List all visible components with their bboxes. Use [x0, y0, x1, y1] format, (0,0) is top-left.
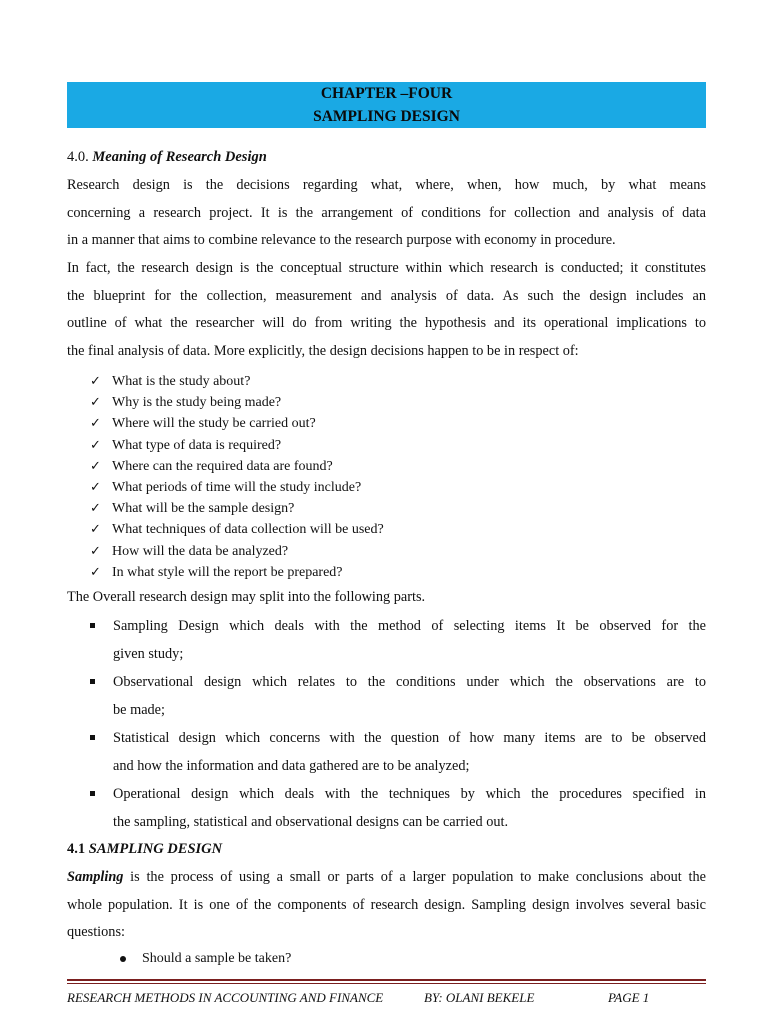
- sampling-term: Sampling: [67, 869, 124, 885]
- list-item-text: What type of data is required?: [112, 437, 282, 453]
- checkmark-icon: ✓: [90, 501, 101, 517]
- list-item: [90, 392, 384, 413]
- list-item-line: be made;: [113, 702, 166, 718]
- footer-page-number: PAGE 1: [608, 990, 650, 1005]
- list-item: [90, 371, 384, 392]
- list-item-text: What is the study about?: [112, 374, 251, 389]
- footer-author: BY: OLANI BEKELE: [424, 990, 535, 1005]
- list-item: [90, 413, 384, 434]
- parts-intro: The Overall research design may split into the following parts.: [67, 589, 426, 605]
- list-item: [90, 541, 384, 562]
- list-item: [90, 519, 384, 540]
- list-item-text: Why is the study being made?: [112, 395, 282, 411]
- paragraph-line: the final analysis of data. More explicitly, the design decisions happen to be in respect of:: [67, 342, 579, 359]
- checkmark-icon: ✓: [90, 374, 101, 389]
- list-item: [90, 498, 384, 519]
- paragraph-line: Research design is the decisions regarding what, where, when, how much, by what means: [67, 177, 706, 193]
- section-title: Meaning of Research Design: [92, 149, 267, 165]
- round-bullet-icon: [120, 956, 126, 962]
- footer-course: RESEARCH METHODS IN ACCOUNTING AND FINANCE: [67, 990, 384, 1005]
- list-item-text: Should a sample be taken?: [142, 951, 292, 966]
- checkmark-icon: ✓: [90, 564, 101, 580]
- page-footer: [67, 988, 706, 1008]
- paragraph-sampling: [67, 864, 706, 919]
- list-item: [87, 668, 706, 724]
- paragraph-line: In fact, the research design is the conceptual structure within which research is conducted; it constitutes: [67, 260, 706, 276]
- design-questions-checklist: [90, 371, 384, 583]
- checkmark-icon: ✓: [90, 437, 101, 453]
- chapter-banner: [67, 82, 706, 128]
- checkmark-icon: ✓: [90, 416, 101, 432]
- square-bullet-icon: [90, 735, 95, 740]
- list-item-text: What techniques of data collection will be used?: [112, 522, 384, 538]
- section-heading-4-0: [67, 147, 706, 167]
- paragraph-line: in a manner that aims to combine relevance to the research purpose with economy in procedure.: [67, 232, 616, 248]
- footer-divider: [67, 983, 706, 984]
- paragraph-line: the blueprint for the collection, measurement and analysis of data. As such the design includes an: [67, 287, 706, 304]
- list-item-text: Where can the required data are found?: [112, 458, 333, 474]
- list-item-text: Where will the study be carried out?: [112, 416, 316, 432]
- checkmark-icon: ✓: [90, 479, 101, 495]
- section-number: 4.1: [67, 841, 89, 857]
- paragraph-line: concerning a research project. It is the arrangement of conditions for collection and analysis of data: [67, 204, 706, 221]
- square-bullet-icon: [90, 791, 95, 796]
- list-item: [118, 948, 291, 970]
- checkmark-icon: ✓: [90, 395, 101, 411]
- list-item-line: Sampling Design which deals with the method of selecting items It be observed for the: [113, 618, 706, 634]
- list-item: [87, 780, 706, 836]
- list-item: [90, 562, 384, 583]
- list-item-line: the sampling, statistical and observational designs can be carried out.: [113, 814, 509, 830]
- list-item-text: How will the data be analyzed?: [112, 543, 289, 559]
- section-heading-4-1: [67, 839, 706, 859]
- checkmark-icon: ✓: [90, 522, 101, 538]
- list-item: [90, 456, 384, 477]
- chapter-number: CHAPTER –FOUR: [320, 85, 453, 102]
- list-item-text: What will be the sample design?: [112, 501, 295, 517]
- section-number: 4.0.: [67, 149, 93, 165]
- sampling-questions-list: [118, 948, 291, 970]
- section-title: SAMPLING DESIGN: [88, 841, 223, 857]
- chapter-title: SAMPLING DESIGN: [313, 108, 460, 125]
- list-item-line: Operational design which deals with the techniques by which the procedures specified in: [113, 786, 706, 802]
- paragraph-research-design: [67, 172, 706, 255]
- paragraph-text: is the process of using a small or parts of a larger population to make conclusions about the: [123, 869, 706, 885]
- paragraph-conceptual-structure: [67, 255, 706, 365]
- square-bullet-icon: [90, 679, 95, 684]
- list-item: [90, 477, 384, 498]
- paragraph-line: outline of what the researcher will do from writing the hypothesis and its operational implications to: [67, 315, 706, 331]
- list-item-line: and how the information and data gathered are to be analyzed;: [113, 758, 470, 774]
- list-item: [87, 612, 706, 668]
- list-item-line: Observational design which relates to the conditions under which the observations are to: [113, 674, 706, 690]
- list-item: [87, 724, 706, 780]
- list-item-text: What periods of time will the study include?: [112, 479, 362, 495]
- square-bullet-icon: [90, 623, 95, 628]
- list-item: [90, 435, 384, 456]
- list-item-text: In what style will the report be prepared?: [112, 564, 343, 580]
- footer-divider: [67, 979, 706, 981]
- list-item-line: Statistical design which concerns with the question of how many items are to be observed: [113, 730, 706, 746]
- design-parts-list: [87, 612, 706, 836]
- list-item-line: given study;: [113, 646, 184, 662]
- paragraph-line: whole population. It is one of the components of research design. Sampling design involves several basic: [67, 896, 706, 913]
- checkmark-icon: ✓: [90, 543, 101, 559]
- checkmark-icon: ✓: [90, 458, 101, 474]
- paragraph-line: questions:: [67, 924, 125, 940]
- paragraph-line: [67, 864, 706, 892]
